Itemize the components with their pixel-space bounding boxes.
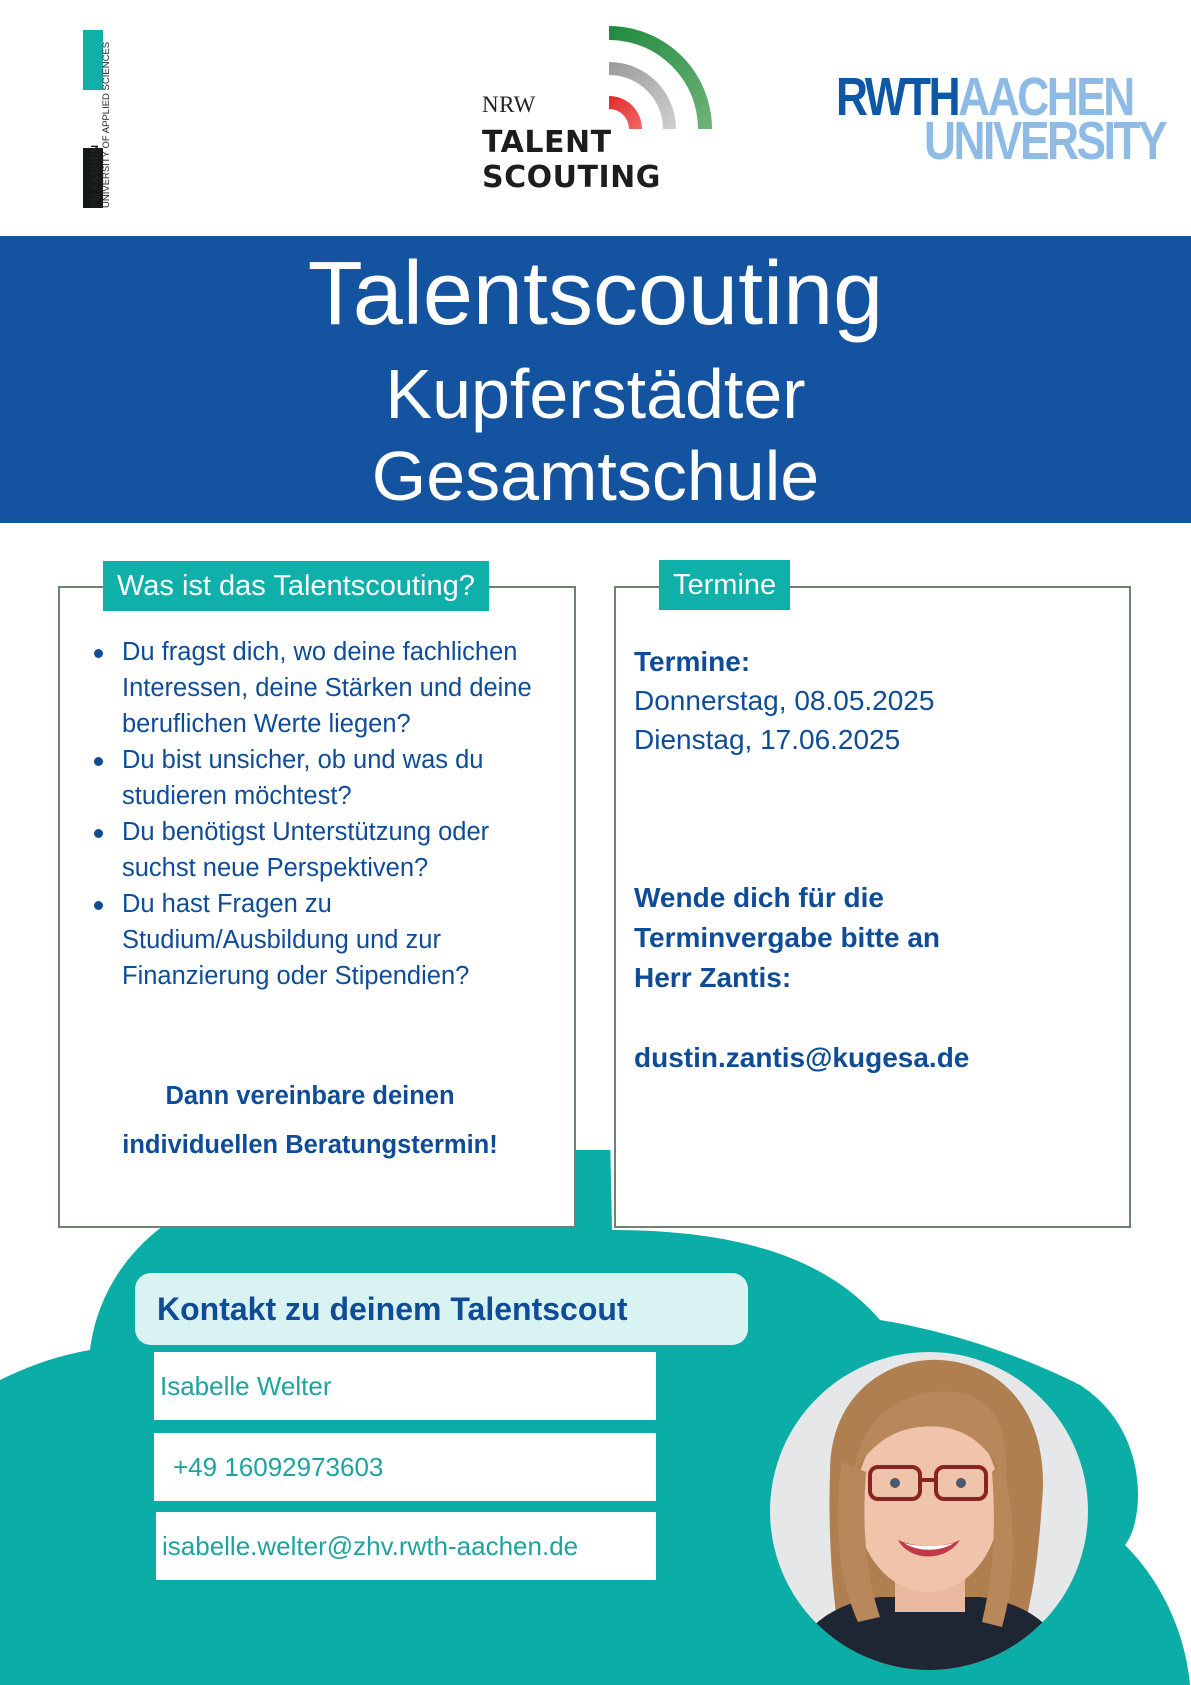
cta-line2: individuellen Beratungstermin!: [122, 1131, 498, 1159]
rwth-aachen-logo: [836, 67, 1166, 171]
appointment-contact-text: [634, 878, 1114, 998]
portrait-illustration: [770, 1352, 1088, 1670]
fh-logo-subtitle: UNIVERSITY OF APPLIED SCIENCES: [101, 41, 112, 208]
date-item: Dienstag, 17.06.2025: [634, 724, 901, 755]
bullet-item: Du hast Fragen zu Studium/Ausbildung und zur Finanzierung oder Stipendien?: [122, 886, 560, 994]
bullet-item: Du benötigst Unterstützung oder suchst neue Perspektiven?: [122, 814, 560, 886]
scout-name-field: Isabelle Welter: [154, 1352, 656, 1420]
call-to-action: [60, 1072, 560, 1170]
school-name-line1: Kupferstädter: [385, 355, 806, 433]
nrw-logo-wordmark: [482, 125, 661, 195]
dates-label: Termine:: [634, 646, 751, 677]
bullet-item: Du bist unsicher, ob und was du studieren möchtest?: [122, 742, 560, 814]
fh-logo-text: [90, 28, 122, 208]
info-box-heading: Was ist das Talentscouting?: [103, 561, 489, 611]
dates-list: [634, 642, 1114, 759]
appointment-contact-line1: Wende dich für die: [634, 882, 884, 913]
rwth-logo-university: UNIVERSITY: [924, 111, 1166, 171]
school-name-line2: Gesamtschule: [371, 437, 820, 515]
cta-line1: Dann vereinbare deinen: [165, 1082, 455, 1110]
info-bullet-list: [90, 634, 560, 994]
date-item: Donnerstag, 08.05.2025: [634, 685, 935, 716]
appointment-contact-line2: Terminvergabe bitte an: [634, 922, 941, 953]
fh-aachen-logo: [44, 28, 114, 208]
nrw-logo-scouting: SCOUTING: [482, 160, 661, 195]
nrw-logo-talent: TALENT: [482, 125, 612, 160]
termine-box-heading: Termine: [659, 560, 790, 610]
scout-contact-heading: Kontakt zu deinem Talentscout: [135, 1273, 748, 1345]
rwth-logo-rwth: RWTH: [836, 67, 959, 127]
page-title: Talentscouting: [307, 244, 884, 344]
scout-phone-link[interactable]: +49 16092973603: [154, 1433, 656, 1501]
fh-logo-name: FH AACHEN: [89, 144, 101, 208]
nrw-talent-scouting-logo: [480, 24, 720, 199]
appointment-contact-line3: Herr Zantis:: [634, 962, 792, 993]
appointment-contact-email-link[interactable]: dustin.zantis@kugesa.de: [634, 1042, 970, 1073]
bullet-item: Du fragst dich, wo deine fachlichen Interessen, deine Stärken und deine beruflichen Werte liegen?: [122, 634, 560, 742]
scout-email-link[interactable]: isabelle.welter@zhv.rwth-aachen.de: [156, 1512, 656, 1580]
title-banner: [0, 236, 1191, 523]
scout-portrait-photo: [770, 1352, 1088, 1670]
rwth-logo-aachen: AACHEN: [958, 67, 1133, 127]
nrw-logo-nrw: NRW: [482, 92, 536, 117]
